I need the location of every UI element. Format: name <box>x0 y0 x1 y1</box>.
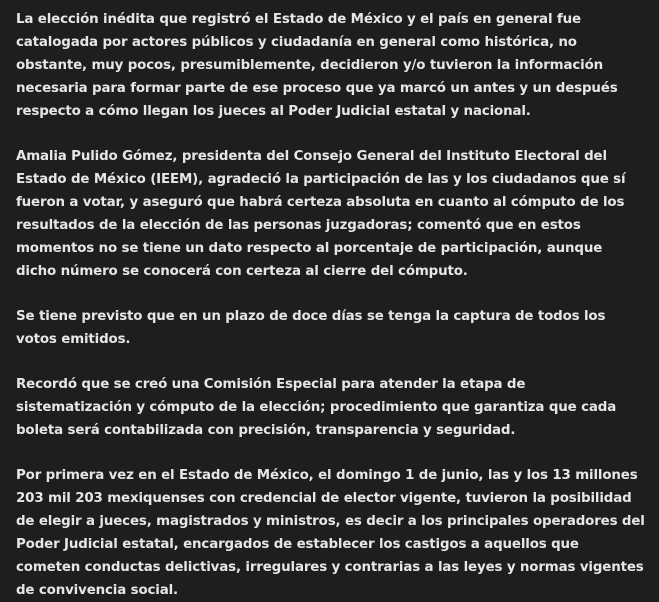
article-paragraph-1: La elección inédita que registró el Estado de México y el país en general fue catalogada por actores públicos y ciudadanía en general como histórica, no obstante, muy pocos, presumiblemente, decidieron y/o tuvieron la información necesaria para formar parte de ese proceso que ya marcó un antes y un después respecto a cómo llegan los jueces al Poder Judicial estatal y nacional. <box>16 12 618 119</box>
article-paragraph-2: Amalia Pulido Gómez, presidenta del Consejo General del Instituto Electoral del Estado de México (IEEM), agradeció la participación de las y los ciudadanos que sí fueron a votar, y aseguró que habrá certeza absoluta en cuanto al cómputo de los resultados de la elección de las personas juzgadoras; comentó que en estos momentos no se tiene un dato respecto al porcentaje de participación, aunque dicho número se conocerá con certeza al cierre del cómputo. <box>16 149 626 279</box>
article-paragraph-4: Recordó que se creó una Comisión Especial para atender la etapa de sistematización y cómputo de la elección; procedimiento que garantiza que cada boleta será contabilizada con precisión, transparencia y seguridad. <box>16 377 617 438</box>
article-paragraph-5: Por primera vez en el Estado de México, el domingo 1 de junio, las y los 13 millones 203 mil 203 mexiquenses con credencial de elector vigente, tuvieron la posibilidad de elegir a jueces, magistrados y ministros, es decir a los principales operadores del Poder Judicial estatal, encargados de establecer los castigos a aquellos que cometen conductas delictivas, irregulares y contrarias a las leyes y normas vigentes de convivencia social. <box>16 468 645 598</box>
article-paragraph-3: Se tiene previsto que en un plazo de doce días se tenga la captura de todos los votos emitidos. <box>16 309 606 347</box>
